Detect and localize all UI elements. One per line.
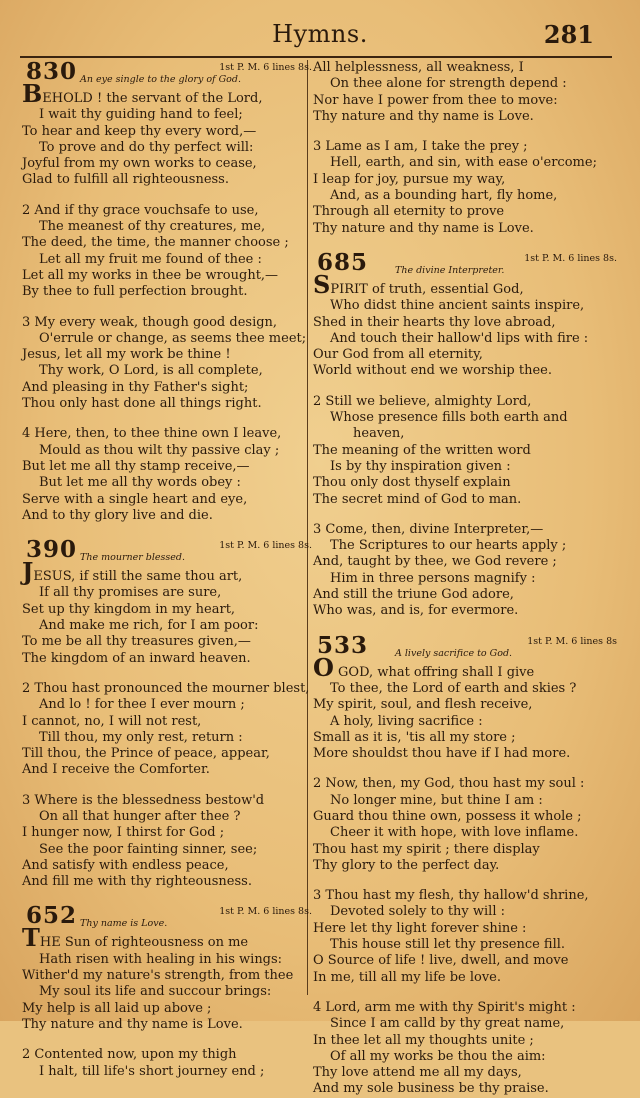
hymn-meter: 1st P. M. 6 lines 8s. xyxy=(219,62,312,73)
verse-line: Cheer it with hope, with love inflame. xyxy=(330,825,579,841)
verse-line: Thy nature and thy name is Love. xyxy=(313,220,534,236)
right-column xyxy=(313,60,617,1098)
verse-line: If all thy promises are sure, xyxy=(39,585,222,601)
verse-line: But let me all thy words obey : xyxy=(39,475,241,491)
verse-line: O'errule or change, as seems thee meet; xyxy=(39,330,307,346)
verse-line: In thee let all my thoughts unite ; xyxy=(313,1032,534,1048)
verse-line: 2 Still we believe, almighty Lord, xyxy=(313,393,532,409)
drop-cap: S xyxy=(313,269,331,299)
verse-line: Set up thy kingdom in my heart, xyxy=(22,601,236,617)
verse-line: Who didst thine ancient saints inspire, xyxy=(330,298,585,314)
verse-line: The secret mind of God to man. xyxy=(313,491,522,507)
hymn-theme: Thy name is Love. xyxy=(80,918,168,930)
verse-line: And to thy glory live and die. xyxy=(22,507,213,523)
page-header xyxy=(0,14,640,54)
verse-line: To thee, the Lord of earth and skies ? xyxy=(330,680,577,696)
left-column xyxy=(22,60,312,1080)
verse-line: And fill me with thy righteousness. xyxy=(22,874,252,890)
verse-line: Who was, and is, for evermore. xyxy=(313,603,519,619)
verse-line: Guard thou thine own, possess it whole ; xyxy=(313,808,582,824)
hymn-number: 533 xyxy=(317,631,369,659)
verse-line: By thee to full perfection brought. xyxy=(22,284,248,300)
verse-line: The deed, the time, the manner choose ; xyxy=(22,235,289,251)
verse-line: My soul its life and succour brings: xyxy=(39,984,272,1000)
verse-line: Of all my works be thou the aim: xyxy=(330,1048,546,1064)
verse-line: 2 Now, then, my God, thou hast my soul : xyxy=(313,776,585,792)
hymn-meter: 1st P. M. 6 lines 8s. xyxy=(219,906,312,918)
verse-line: 2 Contented now, upon my thigh xyxy=(22,1047,237,1063)
verse-line: And satisfy with endless peace, xyxy=(22,857,229,873)
drop-cap: J xyxy=(22,557,34,587)
verse-line: I wait thy guiding hand to feel; xyxy=(39,107,243,123)
verse-line: Is by thy inspiration given : xyxy=(330,458,511,474)
verse-line: Thy love attend me all my days, xyxy=(313,1065,522,1081)
verse-line: And still the triune God adore, xyxy=(313,587,514,603)
hymn-390 xyxy=(22,536,312,890)
verse-line: I leap for joy, pursue my way, xyxy=(313,171,506,187)
hymn-header xyxy=(313,631,617,660)
drop-cap: T xyxy=(22,923,40,953)
verse-line: 2 Thou hast pronounced the mourner blest, xyxy=(22,680,310,696)
verse-line: Wither'd my nature's strength, from thee xyxy=(22,968,294,984)
verse-line: Thou only hast done all things right. xyxy=(22,396,262,412)
verse-line: And, as a bounding hart, fly home, xyxy=(330,188,558,204)
verse-line: Nor have I power from thee to move: xyxy=(313,92,558,108)
hymn-830 xyxy=(22,58,312,524)
verse-line: 3 Thou hast my flesh, thy hallow'd shrine, xyxy=(313,888,589,904)
verse-line: Hell, earth, and sin, with ease o'ercome; xyxy=(330,155,597,171)
page-number: 281 xyxy=(543,20,594,49)
verse-line: Shed in their hearts thy love abroad, xyxy=(313,314,556,330)
hymn-meter: 1st P. M. 6 lines 8s. xyxy=(524,252,617,264)
verse-line: 3 Where is the blessedness bestow'd xyxy=(22,792,265,808)
verse-line: Small as it is, 'tis all my store ; xyxy=(313,729,516,745)
verse-line: Joyful from my own works to cease, xyxy=(22,156,257,172)
verse-line: To me be all thy treasures given,— xyxy=(22,634,251,650)
verse-line: The Scriptures to our hearts apply ; xyxy=(330,538,567,554)
hymn-theme: The mourner blessed. xyxy=(80,552,186,564)
verse-line: O GOD, what offring shall I give xyxy=(313,652,535,682)
verse-line: Till thou, the Prince of peace, appear, xyxy=(22,746,270,762)
verse-line: Thou only dost thyself explain xyxy=(313,475,511,491)
verse-line: Thou hast my spirit ; there display xyxy=(313,841,540,857)
verse-line: The kingdom of an inward heaven. xyxy=(22,650,251,666)
verse-line: Thy nature and thy name is Love. xyxy=(22,1016,243,1032)
verse-line: 2 And if thy grace vouchsafe to use, xyxy=(22,202,259,218)
verse-line: Thy nature and thy name is Love. xyxy=(313,108,534,124)
verse-line: And, taught by thee, we God revere ; xyxy=(313,554,557,570)
verse-line: heaven, xyxy=(353,426,405,442)
hymn-652-continued xyxy=(313,60,617,237)
verse-line: Since I am calld by thy great name, xyxy=(330,1016,565,1032)
hymn-number: 685 xyxy=(317,248,369,276)
verse-line: But let me all thy stamp receive,— xyxy=(22,458,250,474)
hymn-meter: 1st P. M. 6 lines 8s. xyxy=(219,540,312,552)
verse-line: Let all my fruit me found of thee : xyxy=(39,251,262,267)
hymn-theme: An eye single to the glory of God. xyxy=(80,74,241,85)
verse-line: All helplessness, all weakness, I xyxy=(313,60,524,75)
hymn-number: 830 xyxy=(26,58,78,85)
verse-line: Devoted solely to thy will : xyxy=(330,904,506,920)
drop-cap: O xyxy=(313,652,334,682)
verse-line: Through all eternity to prove xyxy=(313,204,505,220)
verse-line: Him in three persons magnify : xyxy=(330,570,536,586)
verse-line: 3 My every weak, though good design, xyxy=(22,314,278,330)
verse-line: Thy glory to the perfect day. xyxy=(313,857,500,873)
verse-line: And I receive the Comforter. xyxy=(22,762,210,778)
hymn-header xyxy=(22,536,312,564)
verse-line: No longer mine, but thine I am : xyxy=(330,792,543,808)
verse-line: The meanest of thy creatures, me, xyxy=(39,219,266,235)
hymn-number: 652 xyxy=(26,902,78,930)
verse-line: On all that hunger after thee ? xyxy=(39,808,241,824)
verse-line: 3 Come, then, divine Interpreter,— xyxy=(313,521,544,537)
verse-line: SPIRIT of truth, essential God, xyxy=(313,269,524,299)
verse-line: BEHOLD ! the servant of the Lord, xyxy=(22,79,263,108)
verse-line: And pleasing in thy Father's sight; xyxy=(22,379,249,395)
hymn-652 xyxy=(22,902,312,1079)
verse-line: O Source of life ! live, dwell, and move xyxy=(313,953,569,969)
verse-line: See the poor fainting sinner, see; xyxy=(39,841,258,857)
verse-line: In me, till all my life be love. xyxy=(313,969,502,985)
verse-line: To hear and keep thy every word,— xyxy=(22,123,257,139)
verse-line: More shouldst thou have if I had more. xyxy=(313,746,571,762)
verse-line: And lo ! for thee I ever mourn ; xyxy=(39,697,245,713)
page-title: Hymns. xyxy=(272,20,368,48)
verse-line: And touch their hallow'd lips with fire : xyxy=(330,330,589,346)
hymn-685 xyxy=(313,248,617,620)
verse-line: Hath risen with healing in his wings: xyxy=(39,951,283,967)
hymn-theme: A lively sacrifice to God. xyxy=(395,647,513,659)
verse-line: And my sole business be thy praise. xyxy=(313,1081,549,1097)
verse-line: 4 Here, then, to thee thine own I leave, xyxy=(22,426,282,442)
verse-line: Thy work, O Lord, is all complete, xyxy=(39,363,263,379)
hymn-header xyxy=(313,248,617,277)
verse-line: Here let thy light forever shine : xyxy=(313,920,527,936)
verse-line: The meaning of the written word xyxy=(313,442,531,458)
verse-line: I cannot, no, I will not rest, xyxy=(22,713,202,729)
header-rule xyxy=(20,56,612,58)
verse-line: Mould as thou wilt thy passive clay ; xyxy=(39,442,280,458)
verse-line: JESUS, if still the same thou art, xyxy=(22,557,243,587)
verse-line: I halt, till life's short journey end ; xyxy=(39,1063,265,1079)
hymn-533 xyxy=(313,631,617,1098)
hymn-header xyxy=(22,902,312,930)
verse-line: 4 Lord, arm me with thy Spirit's might : xyxy=(313,999,576,1015)
verse-line: Our God from all eternity, xyxy=(313,347,483,363)
verse-line: And make me rich, for I am poor: xyxy=(39,618,259,634)
verse-line: On thee alone for strength depend : xyxy=(330,76,567,92)
verse-line: THE Sun of righteousness on me xyxy=(22,923,249,953)
verse-line: World without end we worship thee. xyxy=(313,363,552,379)
verse-line: This house still let thy presence fill. xyxy=(330,937,566,953)
drop-cap: B xyxy=(22,79,43,108)
hymn-header xyxy=(22,58,312,86)
verse-line: Glad to fulfill all righteousness. xyxy=(22,172,229,188)
verse-line: Serve with a single heart and eye, xyxy=(22,491,248,507)
verse-line: My spirit, soul, and flesh receive, xyxy=(313,697,533,713)
verse-line: 3 Lame as I am, I take the prey ; xyxy=(313,139,528,155)
verse-line: A holy, living sacrifice : xyxy=(330,713,483,729)
hymn-meter: 1st P. M. 6 lines 8s xyxy=(527,635,617,647)
verse-line: Whose presence fills both earth and xyxy=(330,410,568,426)
hymn-theme: The divine Interpreter. xyxy=(395,264,505,276)
verse-line: My help is all laid up above ; xyxy=(22,1000,212,1016)
verse-line: Till thou, my only rest, return : xyxy=(39,729,243,745)
verse-line: Let all my works in thee be wrought,— xyxy=(22,267,279,283)
verse-line: Jesus, let all my work be thine ! xyxy=(22,347,231,363)
verse-line: I hunger now, I thirst for God ; xyxy=(22,825,225,841)
verse-line: To prove and do thy perfect will: xyxy=(39,139,254,155)
hymn-number: 390 xyxy=(26,536,78,564)
